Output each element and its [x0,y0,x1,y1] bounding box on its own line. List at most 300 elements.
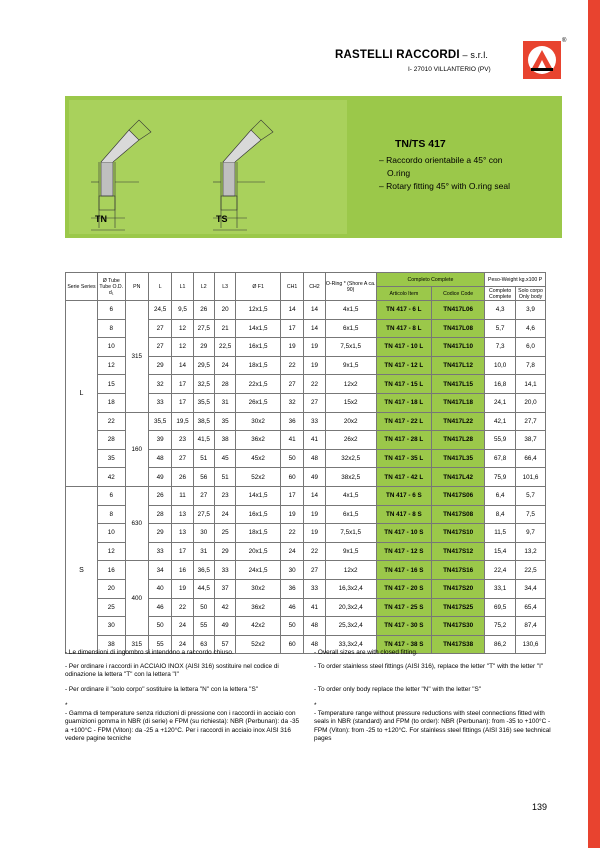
cell-f1: 14x1,5 [236,486,281,505]
cell-ch1: 60 [280,635,303,654]
cell-ch2: 41 [304,431,325,450]
cell-ch2: 14 [304,486,325,505]
cell-item: TN 417 - 8 S [376,505,431,524]
cell-wc: 11,5 [485,524,516,543]
cell-oring: 33,3x2,4 [325,635,376,654]
header-l2: L2 [193,273,214,301]
cell-l: 55 [148,635,171,654]
cell-tube: 38 [97,635,125,654]
cell-wc: 15,4 [485,542,516,561]
cell-tube: 22 [97,412,125,431]
cell-l1: 16 [172,561,193,580]
cell-f1: 30x2 [236,579,281,598]
cell-l1: 17 [172,542,193,561]
cell-l: 48 [148,449,171,468]
cell-wb: 3,9 [516,301,546,320]
cell-l1: 24 [172,617,193,636]
cell-f1: 45x2 [236,449,281,468]
cell-wc: 86,2 [485,635,516,654]
cell-item: TN 417 - 6 L [376,301,431,320]
cell-f1: 22x1,5 [236,375,281,394]
series-cell: L [66,301,98,487]
cell-l2: 27,5 [193,319,214,338]
technical-drawing-panel [69,100,347,234]
cell-l1: 17 [172,393,193,412]
cell-l3: 37 [214,579,235,598]
cell-f1: 42x2 [236,617,281,636]
cell-code: TN417S10 [432,524,485,543]
cell-code: TN417S30 [432,617,485,636]
cell-l: 46 [148,598,171,617]
cell-ch2: 14 [304,301,325,320]
cell-code: TN417L08 [432,319,485,338]
header-ch2: CH2 [304,273,325,301]
cell-item: TN 417 - 42 L [376,468,431,487]
cell-l3: 25 [214,524,235,543]
cell-item: TN 417 - 28 L [376,431,431,450]
cell-ch1: 17 [280,319,303,338]
cell-oring: 15x2 [325,393,376,412]
cell-l2: 55 [193,617,214,636]
cell-l1: 14 [172,356,193,375]
registered-mark: ® [562,38,567,44]
cell-oring: 9x1,5 [325,542,376,561]
cell-ch2: 27 [304,393,325,412]
cell-ch1: 32 [280,393,303,412]
cell-oring: 6x1,5 [325,319,376,338]
cell-l1: 13 [172,505,193,524]
cell-l2: 63 [193,635,214,654]
cell-ch1: 22 [280,524,303,543]
cell-tube: 6 [97,301,125,320]
cell-oring: 20,3x2,4 [325,598,376,617]
note-it: - Per ordinare il "solo corpo" sostituire la lettera "N" con la lettera "S" [65,686,258,693]
cell-ch2: 33 [304,412,325,431]
header-peso-completo: Completo Complete [485,287,516,301]
cell-l3: 28 [214,375,235,394]
cell-l3: 45 [214,449,235,468]
header-l3: L3 [214,273,235,301]
cell-tube: 28 [97,431,125,450]
cell-item: TN 417 - 15 L [376,375,431,394]
desc-line: – Raccordo orientabile a 45° con [379,155,503,165]
cell-code: TN417L42 [432,468,485,487]
cell-f1: 14x1,5 [236,319,281,338]
company-address: I- 27010 VILLANTERIO (PV) [408,66,491,73]
cell-code: TN417L22 [432,412,485,431]
cell-wc: 24,1 [485,393,516,412]
cell-l3: 20 [214,301,235,320]
cell-ch1: 60 [280,468,303,487]
cell-code: TN417S25 [432,598,485,617]
cell-l3: 24 [214,356,235,375]
table-row [66,561,546,580]
cell-wc: 22,4 [485,561,516,580]
cell-item: TN 417 - 12 S [376,542,431,561]
cell-code: TN417S20 [432,579,485,598]
table-row [66,412,546,431]
cell-l: 26 [148,486,171,505]
cell-item: TN 417 - 35 L [376,449,431,468]
cell-wb: 4,6 [516,319,546,338]
cell-oring: 26x2 [325,431,376,450]
pn-cell: 315 [125,301,148,413]
note-en: * [314,702,317,709]
cell-wb: 27,7 [516,412,546,431]
header-l1: L1 [172,273,193,301]
cell-item: TN 417 - 20 S [376,579,431,598]
cell-code: TN417L15 [432,375,485,394]
cell-l2: 29 [193,338,214,357]
cell-l3: 24 [214,505,235,524]
product-title: TN/TS 417 [395,138,446,150]
header-l: L [148,273,171,301]
cell-wc: 75,9 [485,468,516,487]
header-articolo: Articolo Item [376,287,431,301]
cell-ch2: 19 [304,356,325,375]
cell-wb: 20,0 [516,393,546,412]
cell-ch2: 22 [304,375,325,394]
cell-tube: 10 [97,524,125,543]
cell-ch1: 17 [280,486,303,505]
cell-l2: 30 [193,524,214,543]
cell-l1: 19 [172,579,193,598]
cell-l1: 27 [172,449,193,468]
cell-item: TN 417 - 10 S [376,524,431,543]
cell-tube: 20 [97,579,125,598]
cell-tube: 12 [97,542,125,561]
cell-ch2: 33 [304,579,325,598]
cell-code: TN417S06 [432,486,485,505]
cell-l3: 57 [214,635,235,654]
cell-oring: 4x1,5 [325,301,376,320]
cell-code: TN417L06 [432,301,485,320]
table-row [66,486,546,505]
cell-f1: 52x2 [236,635,281,654]
cell-item: TN 417 - 10 L [376,338,431,357]
cell-l2: 44,5 [193,579,214,598]
header-peso: Peso-Weight kg.x100 P [485,273,546,287]
cell-l2: 29,5 [193,356,214,375]
cell-ch2: 41 [304,598,325,617]
fitting-drawing-icon [69,100,347,234]
cell-wc: 33,1 [485,579,516,598]
cell-f1: 26x1,5 [236,393,281,412]
cell-oring: 6x1,5 [325,505,376,524]
cell-f1: 16x1,5 [236,505,281,524]
cell-wb: 34,4 [516,579,546,598]
cell-l1: 12 [172,338,193,357]
cell-item: TN 417 - 18 L [376,393,431,412]
cell-wc: 16,8 [485,375,516,394]
cell-l: 28 [148,505,171,524]
cell-ch2: 48 [304,449,325,468]
cell-l: 34 [148,561,171,580]
cell-item: TN 417 - 16 S [376,561,431,580]
cell-tube: 25 [97,598,125,617]
header-f1: Ø F1 [236,273,281,301]
cell-l3: 33 [214,561,235,580]
product-description [379,154,510,193]
cell-wb: 65,4 [516,598,546,617]
cell-l2: 26 [193,301,214,320]
cell-item: TN 417 - 22 L [376,412,431,431]
note-it: - Per ordinare i raccordi in ACCIAIO INOX (AISI 316) sostituire nel codice di odinazione la lettera "T" con la lettera "I" [65,663,279,679]
cell-f1: 18x1,5 [236,356,281,375]
cell-ch1: 50 [280,449,303,468]
cell-ch2: 48 [304,635,325,654]
cell-ch1: 22 [280,356,303,375]
cell-l3: 23 [214,486,235,505]
cell-tube: 30 [97,617,125,636]
cell-wc: 6,4 [485,486,516,505]
company-name: RASTELLI RACCORDI – s.r.l. [335,49,489,61]
note-it: - Le dimensioni di ingombro si intendono a raccordo chiuso. [65,649,234,656]
cell-l: 29 [148,356,171,375]
product-banner [65,96,562,238]
header-codice: Codice Code [432,287,485,301]
cell-f1: 52x2 [236,468,281,487]
cell-oring: 7,5x1,5 [325,338,376,357]
cell-oring: 38x2,5 [325,468,376,487]
cell-l2: 35,5 [193,393,214,412]
cell-f1: 36x2 [236,431,281,450]
cell-l3: 49 [214,617,235,636]
cell-l: 49 [148,468,171,487]
cell-oring: 7,5x1,5 [325,524,376,543]
cell-wb: 6,0 [516,338,546,357]
cell-l1: 17 [172,375,193,394]
header-completo: Completo Complete [376,273,485,287]
cell-ch1: 50 [280,617,303,636]
label-tn: TN [95,214,107,224]
cell-l2: 32,5 [193,375,214,394]
cell-ch1: 27 [280,375,303,394]
cell-l1: 23 [172,431,193,450]
cell-f1: 18x1,5 [236,524,281,543]
cell-item: TN 417 - 12 L [376,356,431,375]
note-en: - To order stainless steel fittings (AISI 316), replace the letter "T" with the letter "I" [314,663,544,670]
series-cell: S [66,486,98,653]
cell-wb: 87,4 [516,617,546,636]
cell-l: 33 [148,542,171,561]
cell-ch1: 41 [280,431,303,450]
cell-f1: 20x1,5 [236,542,281,561]
cell-ch2: 14 [304,319,325,338]
cell-tube: 42 [97,468,125,487]
cell-code: TN417L18 [432,393,485,412]
cell-l3: 21 [214,319,235,338]
header-serie: Serie Series [66,273,98,301]
label-ts: TS [216,214,228,224]
cell-oring: 16,3x2,4 [325,579,376,598]
pn-cell: 315 [125,635,148,654]
cell-ch1: 24 [280,542,303,561]
header-oring: O-Ring * (Shore A ca. 90) [325,273,376,301]
cell-l3: 42 [214,598,235,617]
cell-code: TN417S08 [432,505,485,524]
cell-l: 39 [148,431,171,450]
cell-tube: 6 [97,486,125,505]
cell-ch2: 49 [304,468,325,487]
spec-table [65,272,546,654]
cell-wb: 66,4 [516,449,546,468]
cell-ch1: 30 [280,561,303,580]
note-en: - Temperature range without pressure reductions with steel connections fitted with seals in NBR (standard) and FPM (to order): NBR (Perbunan): from -35 to +100°C - FPM (Viton): from -25 to +120°C. For stainless steel fittings (AISI 316) see technical pages [314,710,551,743]
cell-wb: 22,5 [516,561,546,580]
cell-wc: 5,7 [485,319,516,338]
cell-wb: 101,6 [516,468,546,487]
cell-wc: 4,3 [485,301,516,320]
cell-l2: 41,5 [193,431,214,450]
cell-ch2: 22 [304,542,325,561]
cell-l: 24,5 [148,301,171,320]
cell-ch1: 19 [280,338,303,357]
cell-l1: 19,5 [172,412,193,431]
cell-code: TN417S38 [432,635,485,654]
cell-oring: 25,3x2,4 [325,617,376,636]
cell-l2: 38,5 [193,412,214,431]
cell-l: 40 [148,579,171,598]
red-edge-bar [588,0,600,848]
cell-item: TN 417 - 6 S [376,486,431,505]
cell-ch2: 19 [304,505,325,524]
cell-l1: 11 [172,486,193,505]
cell-item: TN 417 - 25 S [376,598,431,617]
cell-f1: 30x2 [236,412,281,431]
cell-tube: 16 [97,561,125,580]
cell-f1: 24x1,5 [236,561,281,580]
cell-l2: 56 [193,468,214,487]
cell-l1: 13 [172,524,193,543]
note-en: - Overall sizes are with closed fitting. [314,649,418,656]
cell-wc: 67,8 [485,449,516,468]
cell-l: 27 [148,338,171,357]
cell-l3: 22,5 [214,338,235,357]
cell-wc: 8,4 [485,505,516,524]
cell-code: TN417L35 [432,449,485,468]
cell-wc: 75,2 [485,617,516,636]
cell-l3: 51 [214,468,235,487]
cell-l2: 27,5 [193,505,214,524]
page-number: 139 [532,802,548,812]
cell-tube: 8 [97,319,125,338]
cell-item: TN 417 - 8 L [376,319,431,338]
desc-line: O.ring [387,168,411,178]
cell-f1: 12x1,5 [236,301,281,320]
cell-tube: 35 [97,449,125,468]
cell-l2: 27 [193,486,214,505]
cell-ch1: 14 [280,301,303,320]
cell-ch1: 46 [280,598,303,617]
cell-item: TN 417 - 30 S [376,617,431,636]
cell-ch2: 19 [304,524,325,543]
cell-wc: 10,0 [485,356,516,375]
cell-oring: 12x2 [325,375,376,394]
cell-l: 32 [148,375,171,394]
cell-l2: 50 [193,598,214,617]
cell-wb: 7,5 [516,505,546,524]
header-peso-corpo: Solo corpo Only body [516,287,546,301]
cell-l: 27 [148,319,171,338]
cell-code: TN417L10 [432,338,485,357]
cell-code: TN417L12 [432,356,485,375]
cell-wc: 7,3 [485,338,516,357]
pn-cell: 400 [125,561,148,635]
company-logo-icon [523,41,561,79]
note-it: * [65,702,68,709]
cell-ch1: 36 [280,579,303,598]
cell-l2: 36,5 [193,561,214,580]
cell-oring: 20x2 [325,412,376,431]
note-en: - To order only body replace the letter "N" with the letter "S" [314,686,482,693]
cell-l1: 22 [172,598,193,617]
cell-wb: 14,1 [516,375,546,394]
cell-l1: 9,5 [172,301,193,320]
cell-wc: 69,5 [485,598,516,617]
cell-l3: 29 [214,542,235,561]
cell-wb: 5,7 [516,486,546,505]
cell-oring: 32x2,5 [325,449,376,468]
cell-l2: 31 [193,542,214,561]
cell-oring: 4x1,5 [325,486,376,505]
pn-cell: 630 [125,486,148,560]
table-row [66,301,546,320]
cell-ch1: 36 [280,412,303,431]
cell-code: TN417S12 [432,542,485,561]
cell-tube: 10 [97,338,125,357]
cell-wc: 55,9 [485,431,516,450]
cell-ch2: 19 [304,338,325,357]
cell-ch2: 48 [304,617,325,636]
cell-f1: 36x2 [236,598,281,617]
header-tube: Ø Tube Tube O.D. d₁ [97,273,125,301]
cell-wb: 130,6 [516,635,546,654]
cell-oring: 12x2 [325,561,376,580]
cell-l: 33 [148,393,171,412]
cell-tube: 8 [97,505,125,524]
cell-ch2: 27 [304,561,325,580]
cell-tube: 15 [97,375,125,394]
cell-l: 50 [148,617,171,636]
cell-tube: 18 [97,393,125,412]
header-pn: PN [125,273,148,301]
cell-l2: 51 [193,449,214,468]
cell-code: TN417L28 [432,431,485,450]
cell-l1: 12 [172,319,193,338]
cell-tube: 12 [97,356,125,375]
cell-wb: 38,7 [516,431,546,450]
cell-item: TN 417 - 38 S [376,635,431,654]
cell-l: 29 [148,524,171,543]
cell-l: 35,5 [148,412,171,431]
cell-l3: 38 [214,431,235,450]
cell-l1: 24 [172,635,193,654]
cell-wb: 9,7 [516,524,546,543]
cell-wc: 42,1 [485,412,516,431]
cell-l1: 26 [172,468,193,487]
cell-oring: 9x1,5 [325,356,376,375]
desc-line: – Rotary fitting 45° with O.ring seal [379,181,510,191]
cell-wb: 7,8 [516,356,546,375]
cell-code: TN417S16 [432,561,485,580]
pn-cell: 160 [125,412,148,486]
cell-ch1: 19 [280,505,303,524]
cell-l3: 31 [214,393,235,412]
cell-f1: 16x1,5 [236,338,281,357]
cell-l3: 35 [214,412,235,431]
header-ch1: CH1 [280,273,303,301]
